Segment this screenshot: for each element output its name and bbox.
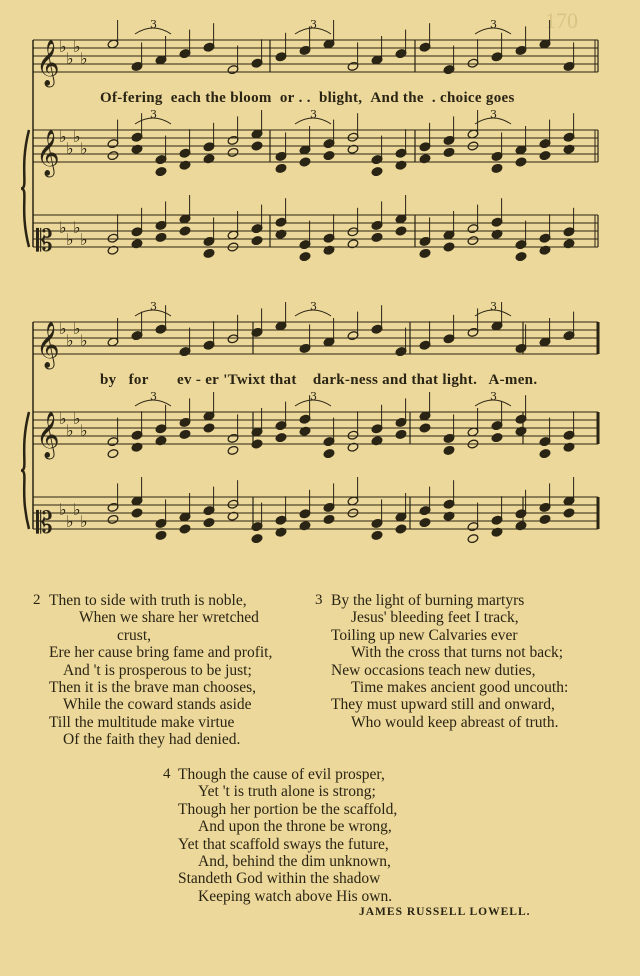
- note-head: [155, 167, 167, 177]
- note-head: [443, 147, 455, 157]
- flat-icon: ♭: [66, 512, 74, 531]
- note-head: [107, 514, 119, 524]
- page-number: 170: [545, 8, 578, 33]
- note-head: [491, 433, 503, 443]
- triplet-mark: 3: [150, 300, 157, 313]
- note-head: [203, 248, 215, 258]
- flat-icon: ♭: [73, 37, 81, 56]
- note-head: [251, 236, 263, 246]
- note-head: [107, 151, 119, 161]
- note-head: [563, 508, 575, 518]
- note-head: [275, 433, 287, 443]
- note-head: [323, 151, 335, 161]
- triplet-mark: 3: [490, 300, 497, 313]
- note-head: [299, 157, 311, 167]
- triplet-mark: 3: [310, 300, 317, 313]
- flat-icon: ♭: [73, 218, 81, 237]
- note-head: [227, 445, 239, 455]
- note-head: [443, 242, 455, 252]
- note-head: [515, 252, 527, 262]
- piano-brace: [21, 412, 29, 529]
- flat-icon: ♭: [80, 331, 88, 350]
- note-head: [155, 232, 167, 242]
- flat-icon: ♭: [59, 500, 67, 519]
- note-head: [203, 423, 215, 433]
- note-head: [371, 530, 383, 540]
- note-head: [419, 423, 431, 433]
- triplet-mark: 3: [150, 390, 157, 403]
- system2-lyrics: by for ev - er 'Twixt that dark-ness and that light. A-men.: [100, 372, 538, 388]
- note-head: [299, 252, 311, 262]
- note-head: [395, 226, 407, 236]
- verse-3: By the light of burning martyrs Jesus' bleeding feet I track, Toiling up new Calvaries ever With the cross that turns not back; New occasions teach new duties, Time makes ancient good uncouth: They must upward still and onward, Who would keep abreast of truth.: [331, 592, 569, 731]
- flat-icon: ♭: [80, 230, 88, 249]
- note-head: [131, 508, 143, 518]
- note-head: [515, 157, 527, 167]
- verse-2: Then to side with truth is noble, When we share her wretched crust, Ere her cause bring fame and profit, And 't is prosperous to be just; Then it is the brave man chooses, While the coward stands aside Till the multitude make virtue Of the faith they had denied.: [49, 592, 273, 749]
- triplet-mark: 3: [310, 390, 317, 403]
- flat-icon: ♭: [73, 500, 81, 519]
- triplet-mark: 3: [310, 108, 317, 121]
- treble-clef-icon: 𝄞: [36, 412, 60, 458]
- flat-icon: ♭: [59, 319, 67, 338]
- note-head: [491, 163, 503, 173]
- verse-3-number: 3: [315, 592, 323, 608]
- note-head: [275, 163, 287, 173]
- verse-4: Though the cause of evil prosper, Yet 't is truth alone is strong; Though her portion be the scaffold, And upon the throne be wrong, Yet that scaffold sways the future, And, behind the dim unknown, Standeth God within the shadow Keeping watch above His own.: [178, 766, 398, 905]
- note-head: [323, 514, 335, 524]
- note-head: [419, 518, 431, 528]
- tenor-clef-icon: 𝄡: [36, 224, 53, 259]
- flat-icon: ♭: [66, 230, 74, 249]
- note-head: [323, 449, 335, 459]
- triplet-mark: 3: [150, 108, 157, 121]
- note-head: [251, 534, 263, 544]
- flat-icon: ♭: [80, 421, 88, 440]
- flat-icon: ♭: [59, 37, 67, 56]
- triplet-mark: 3: [310, 18, 317, 31]
- note-head: [419, 248, 431, 258]
- flat-icon: ♭: [73, 319, 81, 338]
- flat-icon: ♭: [66, 331, 74, 350]
- flat-icon: ♭: [59, 218, 67, 237]
- treble-clef-icon: 𝄞: [36, 40, 60, 86]
- verse-2-number: 2: [33, 592, 41, 608]
- note-head: [395, 524, 407, 534]
- note-head: [203, 518, 215, 528]
- triplet-mark: 3: [490, 18, 497, 31]
- treble-clef-icon: 𝄞: [36, 322, 60, 368]
- note-head: [443, 445, 455, 455]
- flat-icon: ♭: [66, 49, 74, 68]
- triplet-mark: 3: [150, 18, 157, 31]
- flat-icon: ♭: [59, 409, 67, 428]
- note-head: [539, 449, 551, 459]
- note-head: [179, 226, 191, 236]
- triplet-mark: 3: [490, 390, 497, 403]
- treble-clef-icon: 𝄞: [36, 130, 60, 176]
- triplet-mark: 3: [490, 108, 497, 121]
- note-head: [467, 236, 479, 246]
- note-head: [179, 429, 191, 439]
- flat-icon: ♭: [80, 139, 88, 158]
- note-head: [539, 514, 551, 524]
- flat-icon: ♭: [73, 409, 81, 428]
- note-head: [227, 147, 239, 157]
- verse-4-number: 4: [163, 766, 171, 782]
- note-head: [155, 530, 167, 540]
- author-credit: JAMES RUSSELL LOWELL.: [359, 906, 531, 918]
- flat-icon: ♭: [66, 139, 74, 158]
- note-head: [371, 232, 383, 242]
- system1-lyrics: Of-fering each the bloom or . . blight, And the . choice goes: [100, 90, 515, 106]
- tenor-clef-icon: 𝄡: [36, 506, 53, 541]
- note-head: [107, 449, 119, 459]
- flat-icon: ♭: [80, 49, 88, 68]
- flat-icon: ♭: [59, 127, 67, 146]
- note-head: [539, 151, 551, 161]
- flat-icon: ♭: [80, 512, 88, 531]
- flat-icon: ♭: [66, 421, 74, 440]
- note-head: [467, 534, 479, 544]
- piano-brace: [21, 130, 29, 247]
- note-head: [179, 524, 191, 534]
- note-head: [371, 167, 383, 177]
- flat-icon: ♭: [73, 127, 81, 146]
- note-head: [395, 429, 407, 439]
- note-head: [251, 141, 263, 151]
